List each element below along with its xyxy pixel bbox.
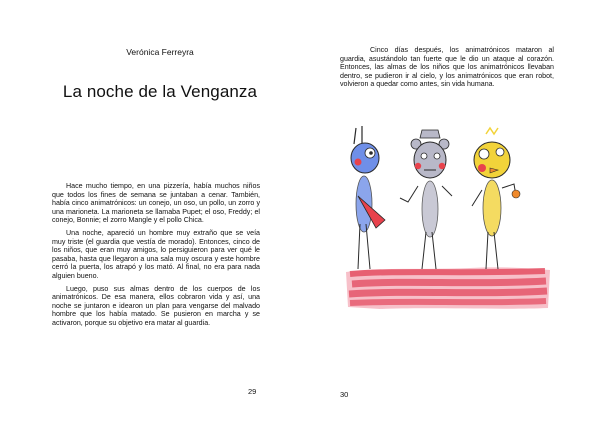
story-text-left	[52, 182, 260, 332]
story-title: La noche de la Venganza	[62, 82, 258, 101]
paragraph: Hace mucho tiempo, en una pizzería, había muchos niños que todos los fines de semana se juntaban a cenar. También, había cinco animatrónicos: un conejo, un oso, un pollo, un zorro y una marioneta. La marioneta se llamaba Pupet; el oso, Freddy; el conejo, Bonnie; el zorro Mangle y el pollo Chica.	[52, 182, 260, 225]
animatronics-illustration	[340, 124, 554, 310]
chick-animatronic-drawing	[472, 128, 520, 269]
page-number-left: 29	[248, 387, 257, 396]
stage-drawing	[346, 267, 550, 309]
bunny-animatronic-drawing	[351, 126, 385, 269]
bear-animatronic-drawing	[400, 130, 452, 269]
author-name: Verónica Ferreyra	[126, 47, 194, 57]
paragraph: Una noche, apareció un hombre muy extraño que se veía muy triste (el guardia que vestía de morado). Entonces, cinco de los niños, que eran muy amigos, lo persiguieron para ver qué le pasaba, hasta que llegaron a una sala muy oscura y este hombre cerró la puerta, los atrapó y los mató. Al final, no era para nada alguien bueno.	[52, 228, 260, 280]
page-number-right: 30	[340, 390, 349, 399]
right-page	[300, 0, 600, 425]
paragraph: Cinco días después, los animatrónicos mataron al guardia, asustándolo tan fuerte que le dio un ataque al corazón. Entonces, las almas de los niños que los animatrónicos llevaban dentro, se pudieron ir al cielo, y los animatrónicos que eran robot, volvieron a quedar como antes, sin vida humana.	[340, 46, 554, 89]
paragraph: Luego, puso sus almas dentro de los cuerpos de los animatrónicos. De esa manera, ellos cobraron vida y así, una noche se juntaron e idearon un plan para vengarse del malvado hombre que los había matado. Se pusieron en marcha y se activaron, porque su objetivo era matar al guardia.	[52, 284, 260, 327]
story-text-right	[340, 46, 554, 89]
